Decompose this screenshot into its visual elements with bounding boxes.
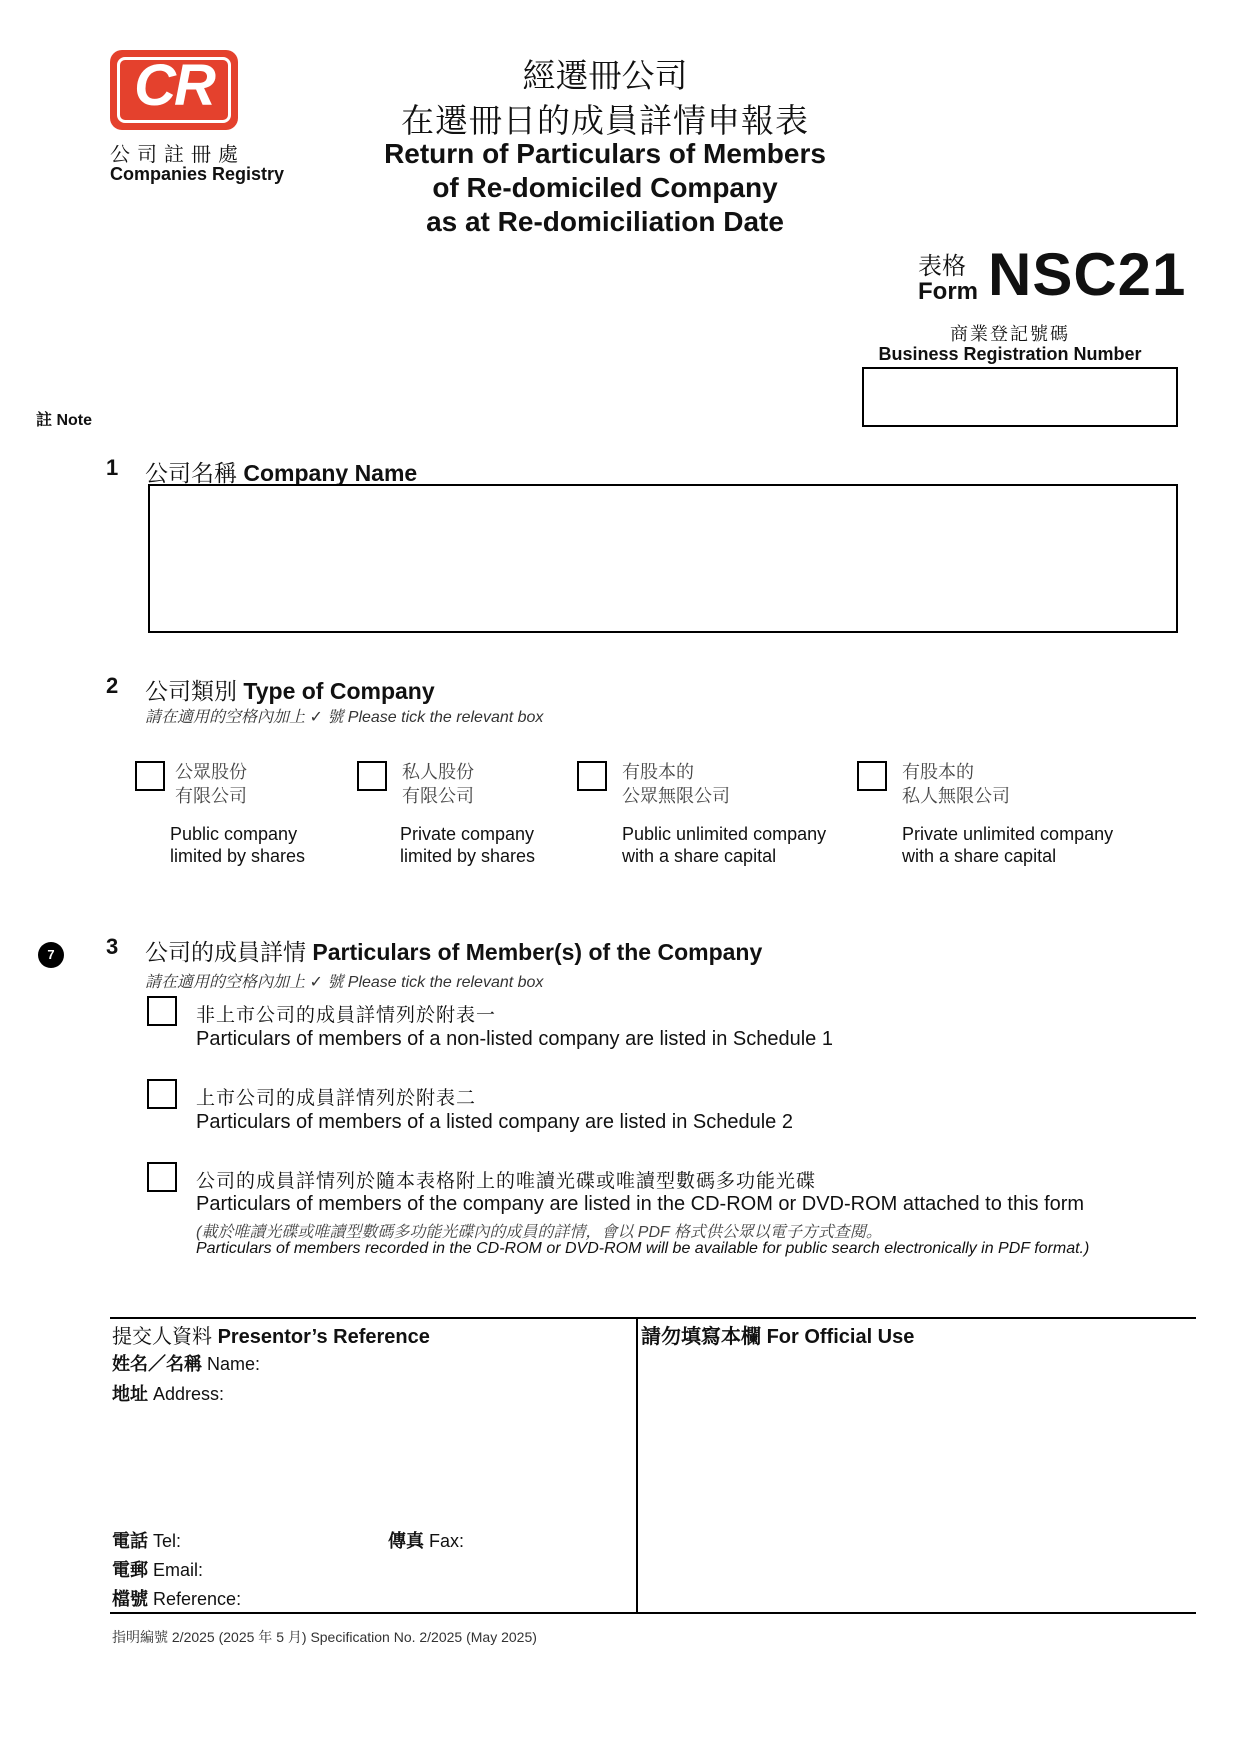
schedule1-label-en: Particulars of members of a non-listed company are listed in Schedule 1	[196, 1028, 833, 1050]
presentor-tel-label	[112, 1527, 181, 1553]
presentor-heading-zh: 提交人資料	[112, 1326, 212, 1348]
option-zh-line1: 公眾股份	[175, 762, 247, 782]
official-heading-en: For Official Use	[766, 1326, 915, 1348]
form-label-zh: 表格	[918, 253, 966, 280]
companies-registry-logo	[110, 50, 238, 130]
fax-label-zh: 傳真	[388, 1531, 424, 1551]
option-zh-line1: 有股本的	[902, 762, 974, 782]
spec-en: Specification No. 2/2025 (May 2025)	[310, 1629, 537, 1645]
section3-title-zh: 公司的成員詳情	[145, 939, 306, 965]
schedule2-label-en: Particulars of members of a listed company are listed in Schedule 2	[196, 1111, 793, 1133]
section3-title-en: Particulars of Member(s) of the Company	[312, 939, 763, 965]
note-label	[36, 407, 92, 430]
official-use-heading	[641, 1320, 914, 1349]
checkbox-private-unlimited[interactable]	[857, 761, 887, 791]
spec-zh-part2: 5	[276, 1629, 284, 1645]
email-label-en: Email:	[153, 1560, 204, 1580]
note-7-badge: 7	[38, 942, 64, 968]
option-en-line1: Private company	[400, 824, 535, 844]
option-zh-line2: 有限公司	[175, 786, 247, 806]
note-label-zh: 註	[36, 412, 53, 429]
section2-instruction-en: Please tick the relevant box	[347, 709, 544, 726]
spec-zh-month: 月)	[287, 1629, 307, 1645]
presentor-reference-heading	[112, 1320, 430, 1349]
reference-label-zh: 檔號	[112, 1589, 148, 1609]
option-en-line1: Private unlimited company	[902, 824, 1114, 844]
option-private-unlimited-zh	[902, 760, 1010, 808]
checkbox-schedule-1[interactable]	[147, 996, 177, 1026]
title-en-line3: as at Re-domiciliation Date	[426, 206, 784, 237]
table-top-border	[110, 1317, 1196, 1319]
fax-label-en: Fax:	[429, 1531, 465, 1551]
company-name-input[interactable]	[148, 484, 1178, 633]
option-private-limited-zh	[402, 760, 474, 808]
logo-text: CR	[134, 53, 214, 118]
table-bottom-border	[110, 1612, 1196, 1614]
section2-number: 2	[106, 673, 119, 698]
presentor-heading-en: Presentor’s Reference	[217, 1326, 430, 1348]
name-label-en: Name:	[207, 1354, 261, 1374]
option-private-limited-en	[400, 823, 535, 867]
option-en-line1: Public company	[170, 824, 298, 844]
title-zh-line2: 在遷冊日的成員詳情申報表	[401, 102, 809, 139]
schedule2-label-zh: 上市公司的成員詳情列於附表二	[196, 1088, 477, 1109]
presentor-address-label	[112, 1380, 224, 1406]
title-zh-line1: 經遷冊公司	[522, 57, 688, 94]
option-public-unlimited-zh	[622, 760, 730, 808]
option-zh-line1: 有股本的	[622, 762, 694, 782]
section2-title	[145, 673, 435, 706]
presentor-name-label	[112, 1350, 260, 1376]
specification-number	[112, 1627, 537, 1647]
name-label-zh: 姓名／名稱	[112, 1354, 202, 1374]
section1-title-zh: 公司名稱	[145, 460, 237, 486]
presentor-email-label	[112, 1556, 203, 1582]
section2-instruction-zh: 請在適用的空格內加上 ✓ 號	[145, 709, 344, 726]
brn-input-box[interactable]	[862, 367, 1178, 427]
cd-rom-note-zh: (載於唯讀光碟或唯讀型數碼多功能光碟內的成員的詳情，會以 PDF 格式供公眾以電子方式查閱。	[196, 1224, 882, 1241]
cd-rom-note-en: Particulars of members recorded in the CD-ROM or DVD-ROM will be available for public search electronically in PDF format.)	[196, 1240, 1090, 1257]
section2-instruction	[145, 704, 543, 727]
option-zh-line2: 有限公司	[402, 786, 474, 806]
checkbox-public-company-limited[interactable]	[135, 761, 165, 791]
option-private-unlimited-en	[902, 823, 1113, 867]
section2-title-zh: 公司類別	[145, 678, 237, 704]
section2-title-en: Type of Company	[243, 678, 435, 704]
cd-rom-label-en: Particulars of members of the company are listed in the CD-ROM or DVD-ROM attached to this form	[196, 1193, 1085, 1215]
cd-rom-label-zh: 公司的成員詳情列於隨本表格附上的唯讀光碟或唯讀型數碼多功能光碟	[196, 1171, 817, 1192]
checkbox-public-unlimited[interactable]	[577, 761, 607, 791]
checkbox-private-company-limited[interactable]	[357, 761, 387, 791]
option-en-line2: with a share capital	[622, 846, 777, 866]
section3-instruction	[145, 969, 543, 992]
option-zh-line2: 私人無限公司	[902, 786, 1010, 806]
section3-number: 3	[106, 934, 119, 959]
section3-instruction-en: Please tick the relevant box	[347, 974, 544, 991]
section1-title-en: Company Name	[243, 460, 418, 486]
brn-label-zh: 商業登記號碼	[950, 324, 1070, 344]
title-en-line1: Return of Particulars of Members	[384, 138, 826, 169]
section3-instruction-zh: 請在適用的空格內加上 ✓ 號	[145, 974, 344, 991]
option-en-line1: Public unlimited company	[622, 824, 827, 844]
option-public-limited-en	[170, 823, 305, 867]
email-label-zh: 電郵	[112, 1560, 148, 1580]
form-label-en: Form	[918, 278, 978, 305]
schedule1-label-zh: 非上市公司的成員詳情列於附表一	[196, 1005, 497, 1026]
option-zh-line2: 公眾無限公司	[622, 786, 730, 806]
checkbox-schedule-2[interactable]	[147, 1079, 177, 1109]
option-zh-line1: 私人股份	[402, 762, 474, 782]
presentor-reference-label	[112, 1585, 241, 1611]
address-label-en: Address:	[153, 1384, 225, 1404]
spec-zh-year: 年	[258, 1629, 273, 1645]
tel-label-zh: 電話	[112, 1531, 148, 1551]
note-label-en: Note	[56, 412, 93, 429]
reference-label-en: Reference:	[153, 1589, 242, 1609]
section1-number: 1	[106, 455, 119, 480]
tel-label-en: Tel:	[153, 1531, 182, 1551]
option-public-unlimited-en	[622, 823, 826, 867]
form-code: NSC21	[988, 241, 1187, 308]
option-en-line2: limited by shares	[400, 846, 536, 866]
table-column-divider	[636, 1317, 638, 1614]
option-en-line2: limited by shares	[170, 846, 306, 866]
section3-title	[145, 934, 762, 967]
spec-zh-part1: 指明編號 2/2025 (2025	[112, 1629, 255, 1645]
agency-name-zh: 公司註冊處	[110, 144, 245, 166]
agency-name-en: Companies Registry	[110, 164, 285, 184]
checkbox-cd-dvd-rom[interactable]	[147, 1162, 177, 1192]
official-heading-zh: 請勿填寫本欄	[641, 1326, 761, 1348]
brn-label-en: Business Registration Number	[878, 344, 1142, 364]
title-en-line2: of Re-domiciled Company	[432, 172, 778, 203]
presentor-fax-label	[388, 1527, 464, 1553]
address-label-zh: 地址	[112, 1384, 148, 1404]
option-en-line2: with a share capital	[902, 846, 1057, 866]
option-public-limited-zh	[175, 760, 247, 808]
